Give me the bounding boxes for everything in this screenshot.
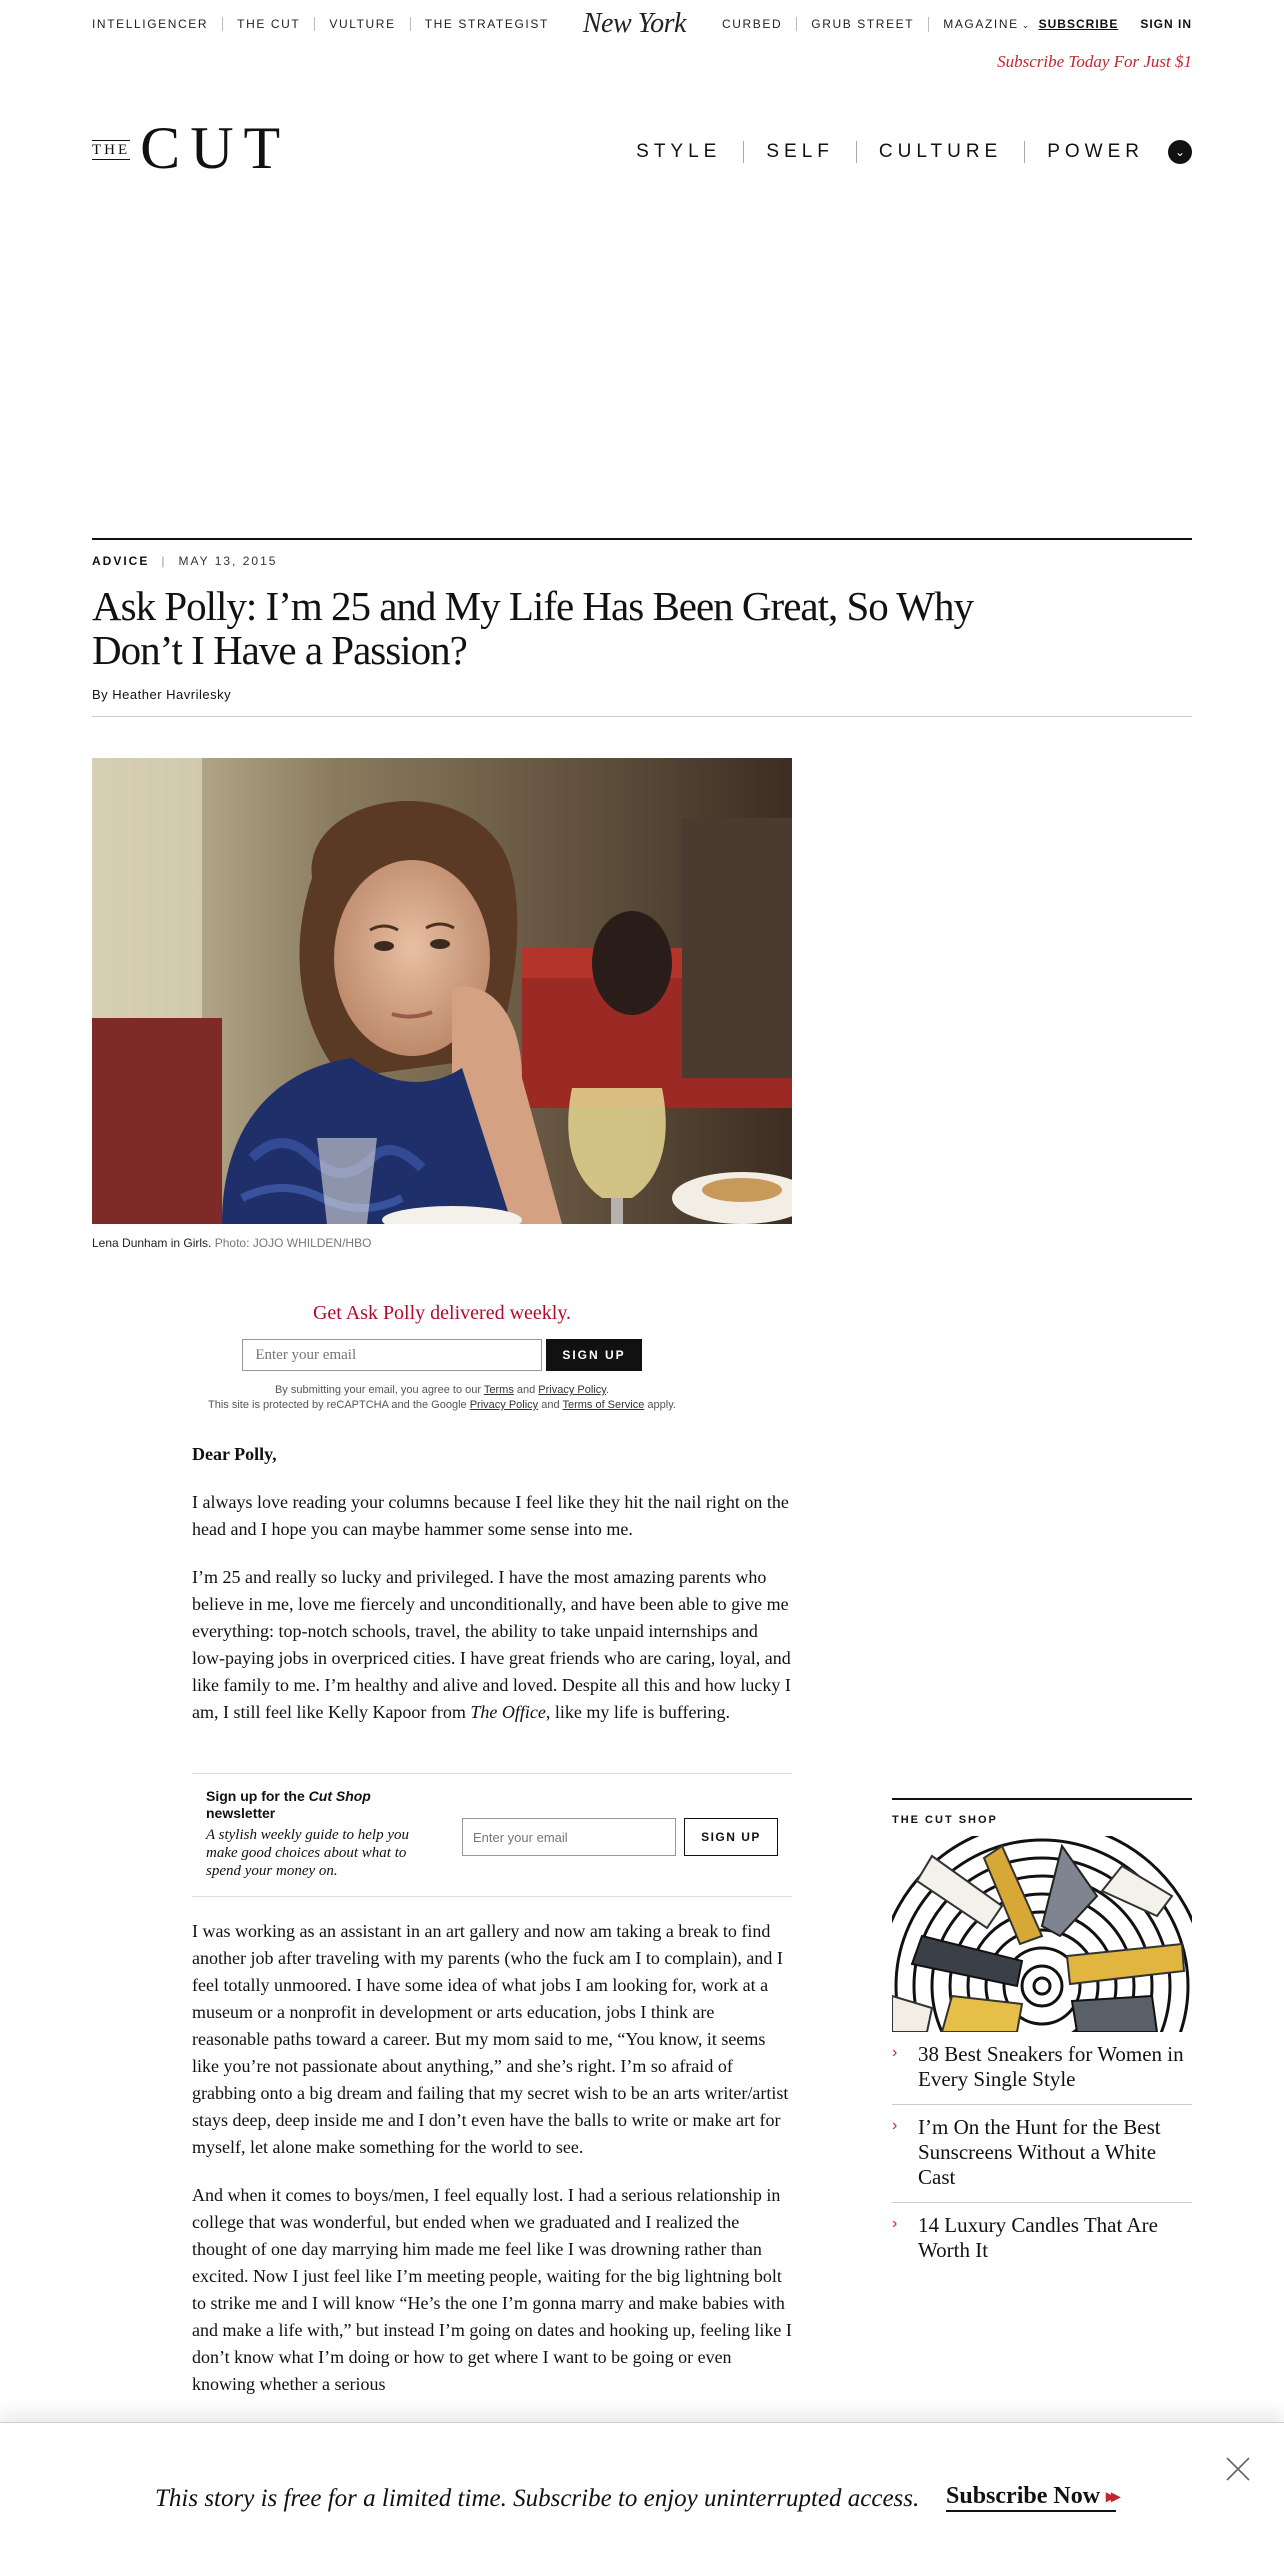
sidebar-rule: [892, 1798, 1192, 1800]
google-privacy-link[interactable]: Privacy Policy: [469, 1399, 539, 1411]
terms-link[interactable]: Terms: [483, 1384, 514, 1396]
legal-line-1: [92, 1383, 792, 1398]
legal-and-1: and: [513, 1384, 539, 1396]
sneakers-illustration: [892, 1836, 1192, 2032]
article-rubric[interactable]: ADVICE: [92, 554, 150, 568]
chevron-down-icon: ⌄: [1021, 19, 1031, 30]
nav-link-vulture[interactable]: VULTURE: [314, 17, 409, 31]
newsletter-email-input[interactable]: [242, 1339, 542, 1371]
paywall-message: This story is free for a limited time. Subscribe to enjoy uninterrupted access.: [155, 2485, 920, 2512]
chevron-right-icon: ›: [892, 2044, 898, 2061]
privacy-policy-link[interactable]: Privacy Policy: [538, 1384, 606, 1396]
article-byline[interactable]: By Heather Havrilesky: [92, 687, 232, 702]
nav-link-the-cut[interactable]: THE CUT: [222, 17, 314, 31]
title-em: Cut Shop: [308, 1788, 371, 1804]
show-title: The Office: [470, 1702, 546, 1722]
body-paragraph: I was working as an assistant in an art gallery and now am taking a break to find another job after traveling with my parents (who the fuck am I to complain), and I feel totally unmoored. I have some idea of what jobs I am looking for, work at a museum or a nonprofit in development or arts education, jobs I think are reasonable paths toward a career. But my mom said to me, “You know, it seems like you’re not passionate about anything,” and she’s right. I’m so afraid of grabbing onto a big dream and failing that my secret wish to be an arts writer/artist stays deep, deep inside me and I don’t even have the balls to write or make art for myself, let alone make something for the world to see.: [192, 1921, 789, 2157]
sidebar-story-title: 14 Luxury Candles That Are Worth It: [918, 2213, 1158, 2262]
nav-link-magazine[interactable]: [928, 17, 1045, 32]
subscribe-now-label: Subscribe Now: [946, 2483, 1101, 2509]
nav-link-the-strategist[interactable]: THE STRATEGIST: [410, 17, 563, 31]
close-icon[interactable]: [1224, 2455, 1252, 2483]
legal-and-2: and: [538, 1399, 563, 1411]
sidebar-title[interactable]: THE CUT SHOP: [892, 1814, 998, 1826]
newsletter-sign-up-button[interactable]: SIGN UP: [546, 1339, 641, 1371]
section-style[interactable]: STYLE: [636, 141, 722, 162]
sidebar-story[interactable]: [892, 2032, 1192, 2105]
article-date: MAY 13, 2015: [178, 554, 278, 568]
legal-text-1: By submitting your email, you agree to our: [274, 1384, 484, 1396]
sidebar-story-title: I’m On the Hunt for the Best Sunscreens Without a White Cast: [918, 2115, 1161, 2189]
title-part: newsletter: [206, 1805, 276, 1821]
cut-shop-email-input[interactable]: Enter your email: [462, 1818, 676, 1856]
article-header-rule: [92, 716, 1192, 717]
sidebar-story[interactable]: [892, 2203, 1192, 2275]
nav-link-curbed[interactable]: CURBED: [721, 17, 783, 31]
section-culture[interactable]: CULTURE: [856, 141, 1024, 163]
cut-shop-sign-up-button[interactable]: SIGN UP: [684, 1818, 778, 1856]
image-caption: [92, 1236, 371, 1250]
new-york-logo[interactable]: New York: [582, 8, 686, 39]
body-paragraph: I always love reading your columns because I feel like they hit the nail right on the head and I hope you can maybe hammer some sense into me.: [192, 1492, 789, 1539]
menu-chevron-icon[interactable]: ⌄: [1168, 140, 1192, 164]
lead-photo-illustration: [92, 758, 792, 1224]
section-power[interactable]: POWER: [1024, 141, 1166, 163]
lead-image: [92, 758, 792, 1224]
nav-link-intelligencer[interactable]: INTELLIGENCER: [92, 17, 209, 31]
logo-the: THE: [92, 142, 131, 158]
legal-text-2: This site is protected by reCAPTCHA and the Google: [208, 1399, 470, 1411]
network-nav-right: [708, 17, 1045, 32]
caption-text: Lena Dunham in Girls.: [92, 1236, 212, 1250]
nav-link-magazine-label: MAGAZINE: [943, 16, 1019, 31]
logo-cut: CUT: [140, 115, 291, 181]
article-meta: [92, 554, 277, 568]
cut-shop-newsletter-text: [206, 1788, 436, 1880]
close-icon-graphic: [1224, 2455, 1252, 2483]
legal-line-2: [92, 1398, 792, 1413]
the-cut-logo[interactable]: [92, 115, 291, 181]
section-nav: [614, 140, 1192, 164]
newsletter-title: Get Ask Polly delivered weekly.: [312, 1302, 572, 1324]
account-links: [1039, 17, 1192, 31]
paywall-banner: [0, 2422, 1284, 2568]
legal-end-2: apply.: [644, 1399, 676, 1411]
cut-shop-sidebar: [892, 1798, 1192, 2275]
body-text: , like my life is buffering.: [545, 1702, 731, 1722]
body-paragraph: [192, 1564, 792, 1726]
section-self[interactable]: SELF: [743, 141, 856, 163]
site-header: [92, 115, 1192, 188]
meta-separator: |: [161, 554, 167, 568]
network-nav-left: [92, 17, 563, 31]
chevron-right-icon: ›: [892, 2215, 898, 2232]
sidebar-image[interactable]: [892, 1836, 1192, 2032]
salutation: Dear Polly,: [192, 1444, 277, 1464]
double-arrow-icon: ▸▸: [1106, 2486, 1117, 2506]
newsletter-legal: [92, 1383, 792, 1413]
legal-end-1: .: [605, 1384, 610, 1396]
body-paragraph: And when it comes to boys/men, I feel equally lost. I had a serious relationship in college that was wonderful, but ended when we graduated and I realized the thought of one day marrying him made me feel like I was drowning rather than excited. Now I just feel like I’m meeting people, waiting for the big lightning bolt to strike me and I will know “He’s the one I’m gonna marry and make babies with and make a life with,” but instead I’m going on dates and hooking up, feeling like I don’t know what I’m doing or how to get where I want to be going or even knowing whether a serious: [192, 2185, 792, 2394]
article-headline: Ask Polly: I’m 25 and My Life Has Been Great, So Why Don’t I Have a Passion?: [92, 583, 973, 673]
cut-shop-newsletter: [192, 1773, 792, 1897]
ask-polly-newsletter: [92, 1302, 792, 1413]
subscribe-promo-link[interactable]: Subscribe Today For Just $1: [997, 52, 1192, 71]
article-body-bottom: [192, 1918, 792, 2419]
sign-in-link[interactable]: SIGN IN: [1140, 17, 1192, 31]
nav-link-grub-street[interactable]: GRUB STREET: [796, 17, 928, 31]
article-top-rule: [92, 538, 1192, 540]
body-text: I’m 25 and really so lucky and privileged. I have the most amazing parents who believe in me, love me fiercely and unconditionally, and have been able to give me everything: top-notch schools, travel, the ability to take unpaid internships and low-paying jobs in overpriced cities. I have great friends who are caring, loyal, and like family to me. I’m healthy and alive and loved. Despite all this and how lucky I am, I still feel like Kelly Kapoor from: [192, 1567, 791, 1722]
google-terms-link[interactable]: Terms of Service: [562, 1399, 645, 1411]
cut-shop-newsletter-description: A stylish weekly guide to help you make good choices about what to spend your money on.: [206, 1827, 410, 1879]
cut-shop-newsletter-title: [206, 1788, 436, 1822]
photo-credit: Photo: JOJO WHILDEN/HBO: [214, 1236, 372, 1250]
article-body-top: [192, 1441, 792, 1747]
subscribe-link[interactable]: SUBSCRIBE: [1038, 17, 1119, 31]
sidebar-story[interactable]: [892, 2105, 1192, 2203]
subscribe-now-button[interactable]: [946, 2483, 1116, 2512]
chevron-right-icon: ›: [892, 2117, 898, 2134]
network-nav: [92, 0, 1192, 48]
sidebar-story-title: 38 Best Sneakers for Women in Every Single Style: [918, 2042, 1184, 2091]
title-part: Sign up for the: [206, 1788, 309, 1804]
newsletter-form: [92, 1339, 792, 1371]
